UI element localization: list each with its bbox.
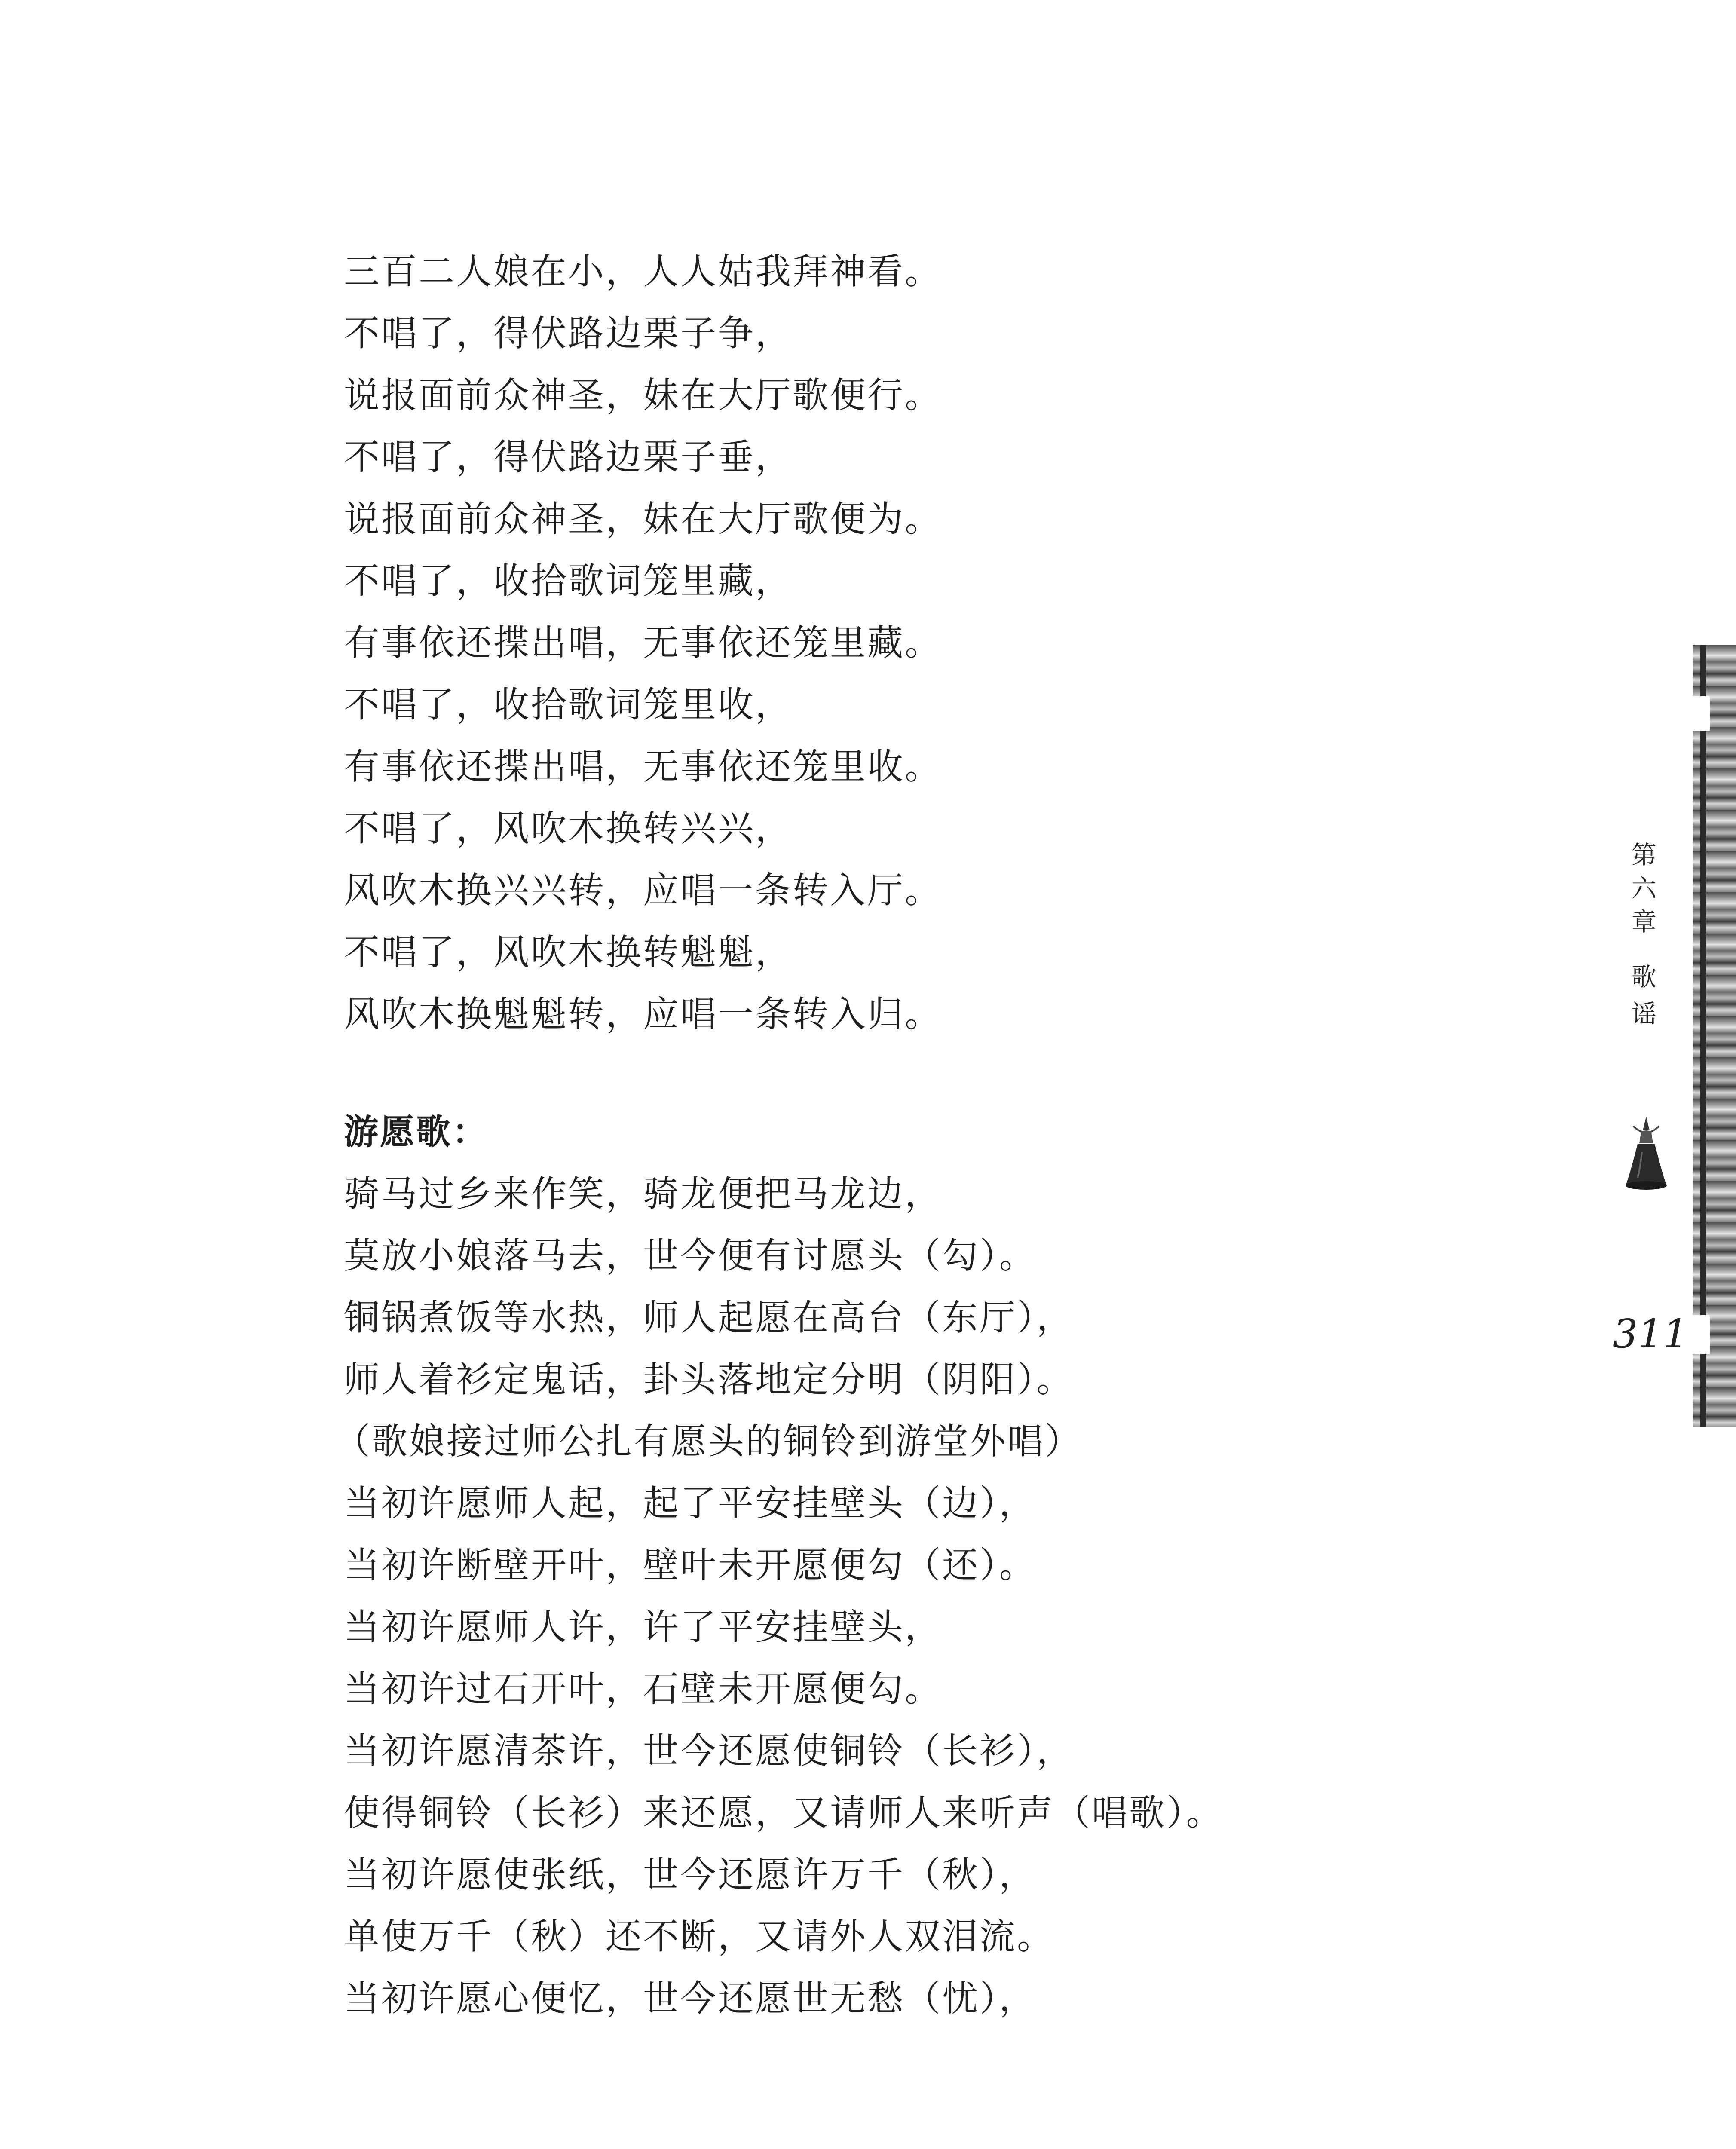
verse-line: 说报面前众神圣，妹在大厅歌便为。 — [344, 498, 942, 540]
verse-line: 三百二人娘在小，人人姑我拜神看。 — [344, 251, 942, 292]
verse-line: 有事依还揲出唱，无事依还笼里收。 — [344, 746, 942, 787]
verse-line: 骑马过乡来作笑，骑龙便把马龙边， — [344, 1173, 942, 1215]
verse-section-1 — [344, 241, 1375, 1045]
verse-line: 当初许愿心便忆，世今还愿世无愁（忧）， — [344, 1978, 1037, 2019]
verse-line: 当初许愿师人许，许了平安挂壁头， — [344, 1606, 942, 1648]
verse-line: 当初许愿师人起，起了平安挂壁头（边）， — [344, 1482, 1037, 1524]
verse-line: 不唱了，风吹木换转兴兴， — [344, 808, 793, 849]
verse-line: 不唱了，收拾歌词笼里收， — [344, 684, 793, 726]
verse-line: 使得铜铃（长衫）来还愿，又请师人来听声（唱歌）。 — [344, 1792, 1224, 1834]
verse-line: 师人着衫定鬼话，卦头落地定分明（阴阳）。 — [344, 1359, 1074, 1400]
border-notch — [1693, 1315, 1710, 1354]
chapter-label-char: 章 — [1631, 907, 1656, 937]
verse-line: 单使万千（秋）还不断，又请外人双泪流。 — [344, 1916, 1054, 1957]
verse-line: 有事依还揲出唱，无事依还笼里藏。 — [344, 622, 942, 664]
chapter-title-char: 谣 — [1631, 999, 1656, 1029]
chapter-title-char: 歌 — [1631, 962, 1656, 992]
verse-line: 风吹木换魁魁转，应唱一条转入归。 — [344, 993, 942, 1035]
verse-line: 不唱了，得伏路边栗子争， — [344, 312, 793, 354]
verse-line: 说报面前众神圣，妹在大厅歌便行。 — [344, 374, 942, 416]
verse-line: 不唱了，风吹木换转魁魁， — [344, 931, 793, 973]
verse-line: 当初许愿清茶许，世今还愿使铜铃（长衫）， — [344, 1730, 1074, 1772]
verse-line: 当初许愿使张纸，世今还愿许万千（秋）， — [344, 1854, 1037, 1895]
stage-direction: （歌娘接过师公扎有愿头的铜铃到游堂外唱） — [334, 1420, 1082, 1462]
body-text — [334, 241, 1375, 2030]
section-heading: 游愿歌： — [344, 1112, 488, 1152]
verse-line: 不唱了，收拾歌词笼里藏， — [344, 560, 793, 602]
verse-line: 不唱了，得伏路边栗子垂， — [344, 436, 793, 478]
verse-section-2 — [334, 1101, 1375, 2030]
chapter-label-char: 第 — [1631, 840, 1656, 869]
verse-line: 莫放小娘落马去，世今便有讨愿头（勾）。 — [344, 1235, 1037, 1277]
border-notch — [1693, 696, 1710, 731]
verse-line: 当初许断壁开叶，壁叶未开愿便勾（还）。 — [344, 1544, 1037, 1586]
chapter-label — [1625, 838, 1663, 1031]
section-spacer — [344, 1045, 1375, 1101]
page-number: 311 — [1613, 1311, 1688, 1357]
verse-line: 风吹木换兴兴转，应唱一条转入厅。 — [344, 869, 942, 911]
ornamental-border-icon — [1693, 645, 1736, 1427]
verse-line: 铜锅煮饭等水热，师人起愿在高台（东厅）， — [344, 1297, 1074, 1338]
bell-icon — [1616, 1113, 1676, 1195]
verse-line: 当初许过石开叶，石壁未开愿便勾。 — [344, 1668, 942, 1710]
chapter-label-char: 六 — [1631, 874, 1656, 903]
